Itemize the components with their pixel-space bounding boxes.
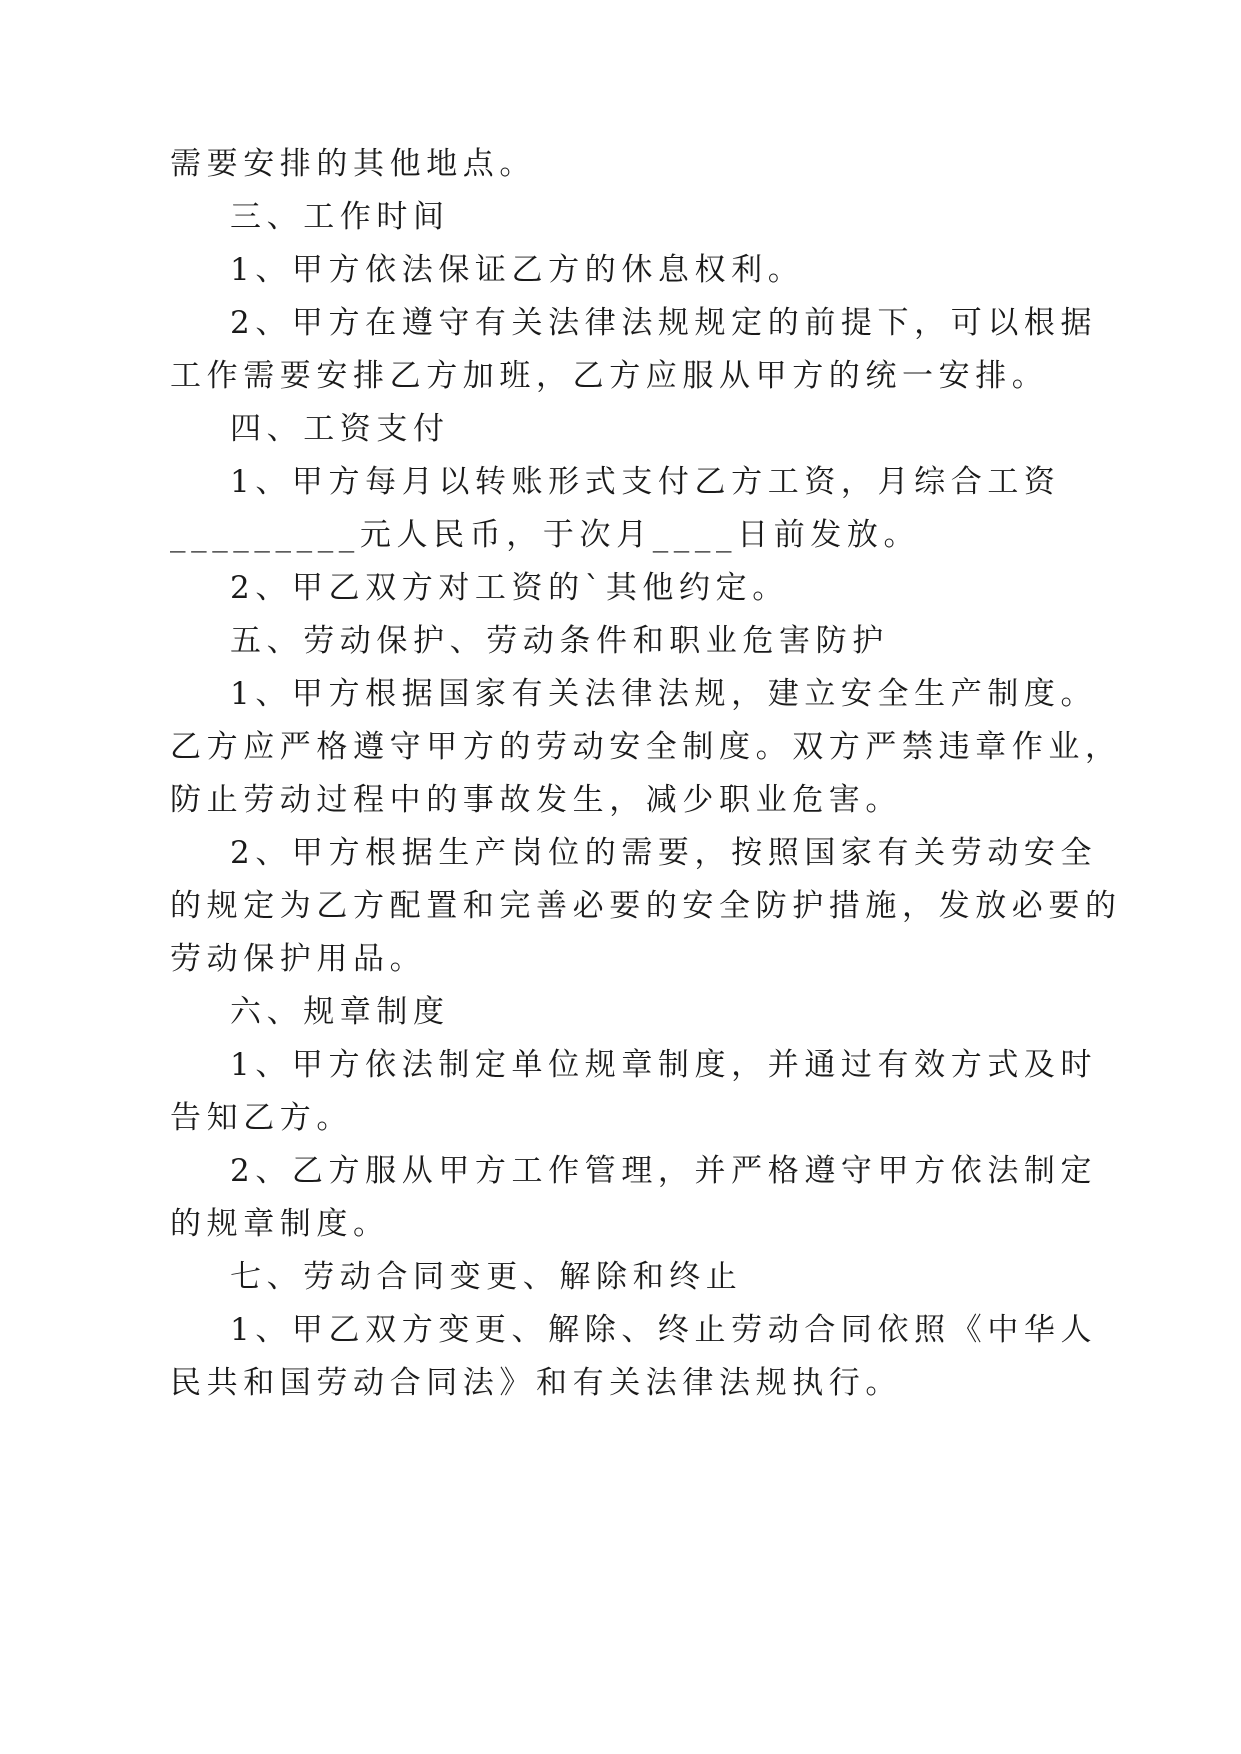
text-line: 劳动保护用品。	[170, 941, 427, 977]
text-line: 1、甲方依法保证乙方的休息权利。	[230, 252, 805, 288]
text-line: 1、甲方每月以转账形式支付乙方工资，月综合工资	[230, 464, 1061, 500]
text-line: 2、甲乙双方对工资的`其他约定。	[230, 570, 789, 606]
section-heading: 四、工资支付	[230, 411, 450, 447]
section-heading: 五、劳动保护、劳动条件和职业危害防护	[230, 623, 889, 659]
section-heading: 三、工作时间	[230, 199, 450, 235]
text-line: 1、甲乙双方变更、解除、终止劳动合同依照《中华人	[230, 1312, 1098, 1348]
text-line: 乙方应严格遵守甲方的劳动安全制度。双方严禁违章作业，	[170, 729, 1122, 765]
text-line: 2、甲方根据生产岗位的需要，按照国家有关劳动安全	[230, 835, 1098, 871]
text-line: 的规定为乙方配置和完善必要的安全防护措施，发放必要的	[170, 888, 1122, 924]
text-line: 告知乙方。	[170, 1100, 353, 1136]
text-line: 2、乙方服从甲方工作管理，并严格遵守甲方依法制定	[230, 1153, 1098, 1189]
text-line: 1、甲方根据国家有关法律法规，建立安全生产制度。	[230, 676, 1098, 712]
text-line: 民共和国劳动合同法》和有关法律法规执行。	[170, 1365, 902, 1401]
text-line: 2、甲方在遵守有关法律法规规定的前提下，可以根据	[230, 305, 1098, 341]
text-line: 防止劳动过程中的事故发生，减少职业危害。	[170, 782, 902, 818]
section-heading: 七、劳动合同变更、解除和终止	[230, 1259, 743, 1295]
text-line: 工作需要安排乙方加班，乙方应服从甲方的统一安排。	[170, 358, 1049, 394]
text-line: 的规章制度。	[170, 1206, 390, 1242]
text-line: _________元人民币，于次月____日前发放。	[170, 517, 921, 553]
section-heading: 六、规章制度	[230, 994, 450, 1030]
text-line: 1、甲方依法制定单位规章制度，并通过有效方式及时	[230, 1047, 1098, 1083]
text-line: 需要安排的其他地点。	[170, 146, 536, 182]
